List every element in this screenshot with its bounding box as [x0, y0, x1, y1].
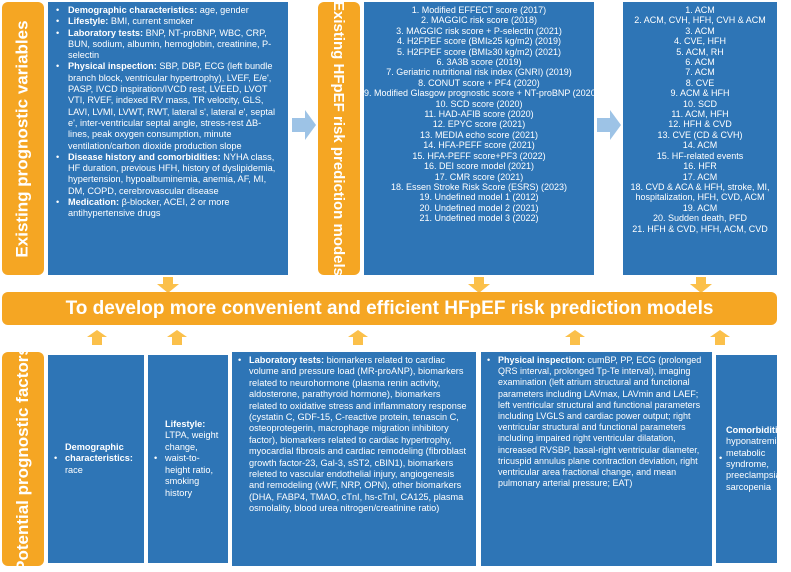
- model-item: 11. HAD-AFIB score (2020): [424, 109, 534, 120]
- model-item: 16. DEI score model (2021): [423, 161, 535, 172]
- potential-physical-box: • Physical inspection: cumBP, PP, ECG (prolonged QRS interval, prolonged Tp-Te interval), imaging examination (left atrium structural and functional parameters including LAVmax, LAVmin and LAEF; left ventricular structural and functional parameters including LVGLS and cardiac power output; right ventricular structural and functional parameters including impaired right ventricular dilatation, increased RVSBP, basal-right ventricular diameter, tricuspid annulus plane contraction deviation, right ventricular area fractional change, and mean pulmonary arterial pressure; EAT): [481, 352, 712, 566]
- arrow-right-icon: [292, 110, 316, 140]
- existing-variable-item: • Lifestyle: BMI, current smoker: [56, 16, 194, 27]
- model-item: 7. Geriatric nutritional risk index (GNRI) (2019): [386, 67, 572, 78]
- model-item: 20. Undefined model 2 (2021): [419, 202, 539, 213]
- arrow-up-icon: [348, 330, 368, 345]
- existing-variable-item: • Demographic characteristics: age, gender: [56, 5, 249, 15]
- outcome-item: 9. ACM & HFH: [670, 88, 730, 99]
- outcome-item: 5. ACM, RH: [676, 46, 724, 57]
- outcomes-list: [623, 2, 777, 275]
- model-item: 12. EPYC score (2021): [432, 119, 526, 130]
- model-item: 19. Undefined model 1 (2012): [419, 192, 539, 203]
- outcome-item: 19. ACM: [682, 202, 718, 213]
- arrow-up-icon: [565, 330, 585, 345]
- potential-lifestyle-box: • Lifestyle: LTPA, weight change, waist-to-height ratio, smoking history: [148, 355, 228, 563]
- model-item: 10. SCD score (2020): [435, 98, 523, 109]
- arrow-down-icon: [690, 277, 712, 293]
- model-item: 1. Modified EFFECT score (2017): [411, 5, 547, 15]
- outcome-item: 8. CVE: [685, 77, 715, 88]
- potential-laboratory-box: • Laboratory tests: biomarkers related to cardiac volume and pressure load (MR-proANP), biomarkers related to neurohormone (plasma renin activity, aldosterone, parathyroid hormone), biomarkers related to oxidative stress and inflammatory response (cystatin C, GDF-15, C-reactive protein, tenascin C, osteoprotegerin, macrophage migration inhibitory factor), biomarkers related to cardiac hypertrophy, myocardial fibrosis and cardiac remodeling (fibroblast growth factor-23, Gal-3, sST2, cBIN1), biomarkers releted to vascular endothelial injury, angiogenesis and remodeling (vWF, NRP, OPN), other biomarkers (DHA, FABP4, TMAO, cTnI, hs-cTnI, CA125, plasma osmolality, blood urea nitrogen/creatinine ratio): [232, 352, 476, 566]
- model-item: 13. MEDIA echo score (2021): [419, 129, 539, 140]
- model-item: 5. H2FPEF score (BMI≥30 kg/m2) (2021): [397, 46, 561, 57]
- outcome-item: 13. CVE (CD & CVH): [657, 129, 743, 140]
- model-item: 6. 3A3B score (2019): [436, 57, 522, 68]
- model-item: 2. MAGGIC risk score (2018): [420, 15, 538, 26]
- outcome-item: 4. CVE, HFH: [673, 36, 726, 47]
- outcome-item: 11. ACM, HFH: [671, 109, 729, 120]
- outcome-item: 20. Sudden death, PFD: [652, 213, 748, 224]
- outcome-item: 17. ACM: [682, 171, 718, 182]
- outcome-item: 12. HFH & CVD: [668, 119, 732, 130]
- model-item: 21. Undefined model 3 (2022): [419, 213, 539, 224]
- existing-variable-item: • Laboratory tests: BNP, NT-proBNP, WBC, CRP, BUN, sodium, albumin, hemoglobin, creatinine, P-selectin: [56, 27, 272, 61]
- existing-variables-label: Existing prognostic variables: [2, 2, 44, 275]
- model-item: 4. H2FPEF score (BMI≥25 kg/m2) (2019): [397, 36, 561, 47]
- model-item: 9. Modified Glasgow prognostic score + NT-proBNP (2020): [364, 88, 599, 99]
- model-item: 15. HFA-PEFF score+PF3 (2022): [412, 150, 546, 161]
- potential-comorbidities-box: • Comorbidities: hyponatremia, metabolic syndrome, preeclampsia, sarcopenia: [716, 355, 777, 563]
- arrow-down-icon: [468, 277, 490, 293]
- arrow-up-icon: [710, 330, 730, 345]
- existing-variable-item: • Disease history and comorbidities: NYHA class, HF duration, previous HFH, history of dyslipidemia, hypertension, hypoalbuminemia, anemia, AF, MI, DM, COPD, cerebrovascular disease: [56, 151, 276, 196]
- outcome-item: 2. ACM, CVH, HFH, CVH & ACM: [634, 15, 766, 26]
- outcome-item: 3. ACM: [685, 25, 715, 36]
- model-item: 8. CONUT score + PF4 (2020): [418, 77, 540, 88]
- outcome-item: 1. ACM: [685, 5, 715, 15]
- goal-banner: To develop more convenient and efficient HFpEF risk prediction models: [2, 292, 777, 325]
- models-label: Existing HFpEF risk prediction models: [318, 2, 360, 275]
- outcome-item: 16. HFR: [683, 161, 717, 172]
- models-list: [364, 2, 599, 275]
- outcome-item: 21. HFH & CVD, HFH, ACM, CVD: [632, 223, 768, 234]
- model-item: 17. CMR score (2021): [434, 171, 524, 182]
- arrow-up-icon: [87, 330, 107, 345]
- model-item: 3. MAGGIC risk score + P-selectin (2021): [396, 25, 562, 36]
- outcome-item: 14. ACM: [682, 140, 718, 151]
- existing-variable-item: • Medication: β-blocker, ACEI, 2 or more antihypertensive drugs: [56, 197, 230, 219]
- potential-demographic-box: • Demographic characteristics: race: [48, 355, 144, 563]
- outcome-item: 18. CVD & ACA & HFH, stroke, MI,: [630, 181, 770, 192]
- outcome-item: 6. ACM: [685, 57, 715, 68]
- model-item: 14. HFA-PEFF score (2021): [423, 140, 535, 151]
- model-item: 18. Essen Stroke Risk Score (ESRS) (2023): [390, 181, 568, 192]
- potential-factors-label: Potential prognostic factors: [2, 352, 44, 566]
- outcome-item: 10. SCD: [682, 98, 717, 109]
- existing-variable-item: • Physical inspection: SBP, DBP, ECG (left bundle branch block, ventricular hypertrophy), LVEF, E/e', PASP, IVCD inspiration/IVCD rest, LVEED, LVOT VTI, RVEF, indexed RV mass, TR velocity, GLS, LAVI, LVMI, LVWT, RWT, lateral s', lateral e', septal e', inter-ventricular septal angle, stress-rest ΔB-lines, peak oxygen consumption, minute ventilation/carbon dioxide production slope: [56, 61, 276, 151]
- arrow-right-icon: [597, 110, 621, 140]
- existing-variables-box: [48, 2, 288, 275]
- outcome-item: hospitalization, HFH, CVD, ACM: [635, 192, 765, 203]
- outcome-item: 15. HF-related events: [656, 150, 744, 161]
- arrow-down-icon: [157, 277, 179, 293]
- arrow-up-icon: [167, 330, 187, 345]
- outcome-item: 7. ACM: [685, 67, 715, 78]
